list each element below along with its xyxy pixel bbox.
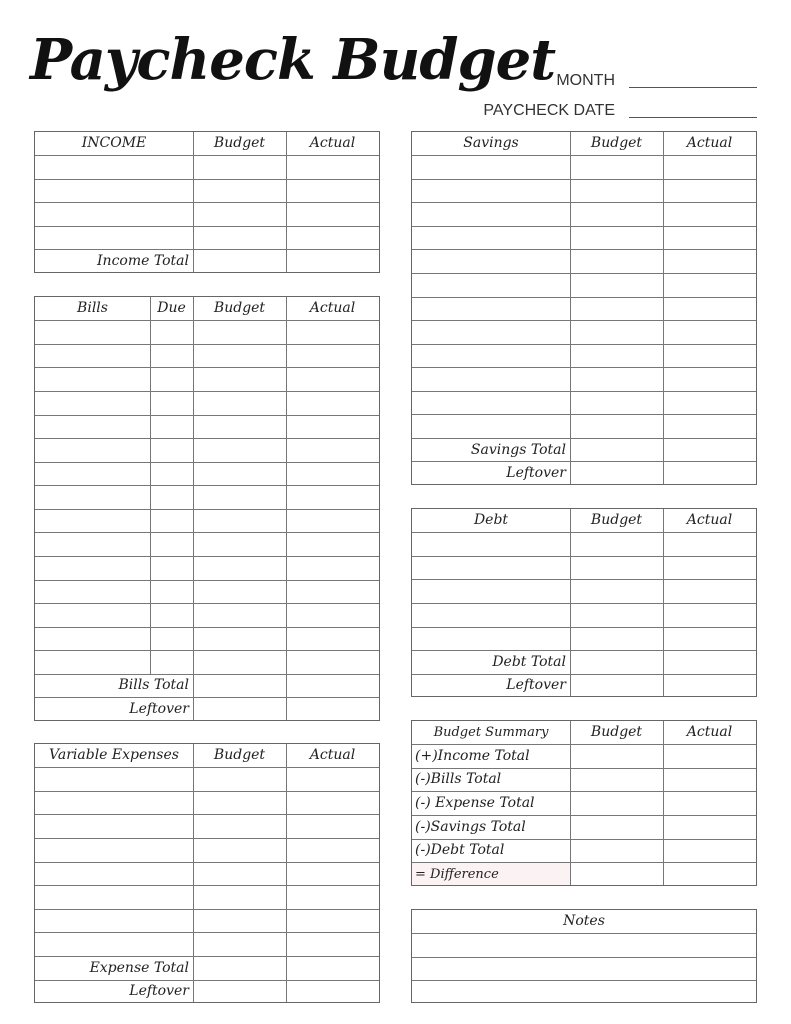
income-total-label: Income Total bbox=[97, 253, 189, 269]
savings-header: Savings bbox=[463, 135, 519, 151]
debt-header: Debt bbox=[473, 512, 509, 528]
summary-row-income: (+)Income Total bbox=[415, 748, 530, 764]
month-line[interactable] bbox=[629, 87, 757, 88]
variable-expenses-table bbox=[34, 743, 380, 1003]
debt-leftover-label: Leftover bbox=[506, 677, 566, 693]
variable-expenses-header: Variable Expenses bbox=[49, 747, 179, 763]
debt-total-label: Debt Total bbox=[492, 654, 566, 670]
paycheck-date-label: PAYCHECK DATE bbox=[483, 102, 615, 119]
bills-header: Bills bbox=[77, 300, 108, 316]
budget-summary-table bbox=[411, 720, 757, 886]
savings-budget-header: Budget bbox=[590, 135, 643, 151]
bills-table bbox=[34, 296, 380, 721]
debt-actual-header: Actual bbox=[686, 512, 733, 528]
bills-due-header: Due bbox=[157, 300, 186, 316]
notes-table bbox=[411, 909, 757, 1003]
summary-row-debt: (-)Debt Total bbox=[415, 842, 505, 858]
income-table bbox=[34, 131, 380, 273]
page-title: Paycheck Budget bbox=[30, 27, 556, 93]
summary-row-bills: (-)Bills Total bbox=[415, 771, 502, 787]
expense-total-label: Expense Total bbox=[89, 960, 189, 976]
savings-leftover-label: Leftover bbox=[506, 465, 566, 481]
savings-table bbox=[411, 131, 757, 485]
month-label: MONTH bbox=[556, 72, 615, 89]
income-actual-header: Actual bbox=[309, 135, 356, 151]
bills-total-label: Bills Total bbox=[118, 677, 189, 693]
notes-header: Notes bbox=[563, 913, 605, 929]
variable-actual-header: Actual bbox=[309, 747, 356, 763]
income-budget-header: Budget bbox=[213, 135, 266, 151]
debt-table bbox=[411, 508, 757, 697]
month-field[interactable] bbox=[460, 68, 757, 92]
summary-header: Budget Summary bbox=[433, 725, 549, 740]
paycheck-date-field[interactable] bbox=[460, 98, 757, 122]
variable-budget-header: Budget bbox=[213, 747, 266, 763]
income-header: INCOME bbox=[81, 135, 147, 151]
summary-budget-header: Budget bbox=[590, 724, 643, 740]
variable-leftover-label: Leftover bbox=[129, 983, 189, 999]
summary-row-savings: (-)Savings Total bbox=[415, 819, 526, 835]
paycheck-date-line[interactable] bbox=[629, 117, 757, 118]
savings-actual-header: Actual bbox=[686, 135, 733, 151]
summary-row-expense: (-) Expense Total bbox=[415, 795, 535, 811]
summary-row-difference: = Difference bbox=[415, 867, 499, 882]
bills-budget-header: Budget bbox=[213, 300, 266, 316]
summary-actual-header: Actual bbox=[686, 724, 733, 740]
savings-total-label: Savings Total bbox=[470, 442, 566, 458]
bills-actual-header: Actual bbox=[309, 300, 356, 316]
debt-budget-header: Budget bbox=[590, 512, 643, 528]
bills-leftover-label: Leftover bbox=[129, 701, 189, 717]
